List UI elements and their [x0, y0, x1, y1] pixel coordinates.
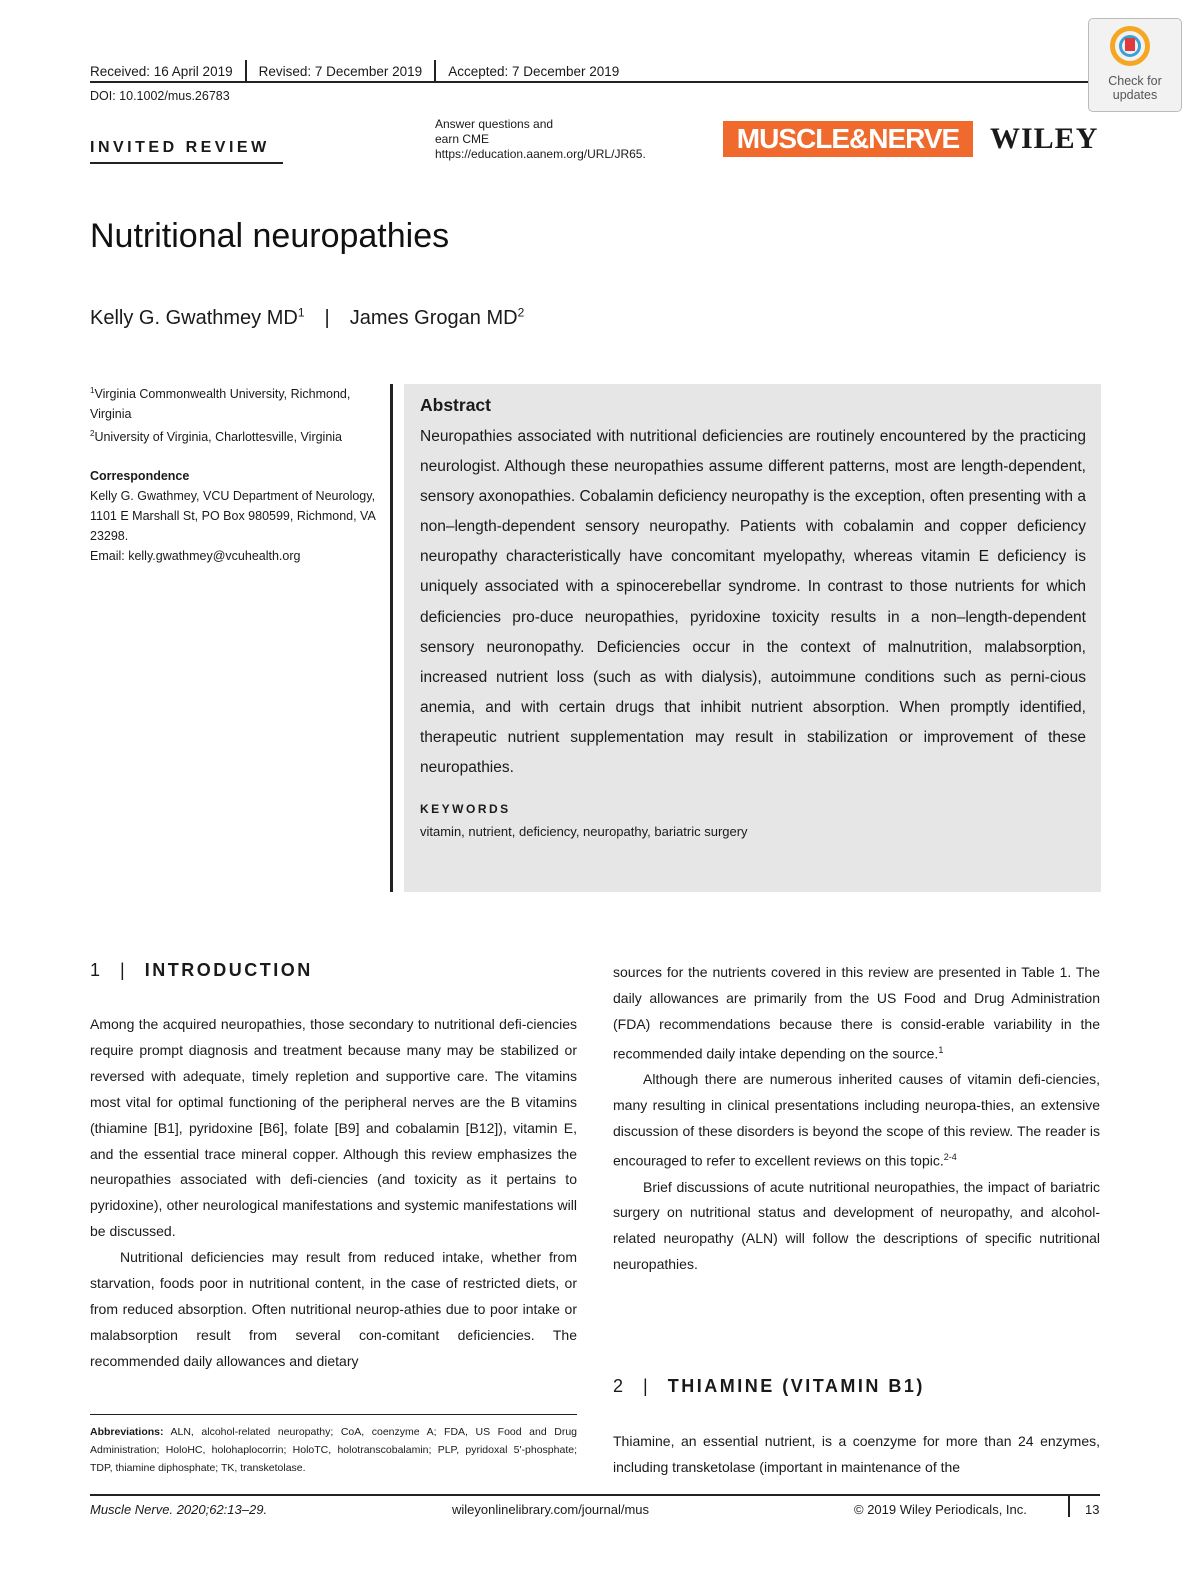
- author-name: Kelly G. Gwathmey $MD^1$: [90, 305, 305, 329]
- paragraph: Brief discussions of acute nutritional neuropathies, the impact of bariatric surgery on nutritional status and development of neuropathy, and alcohol-related neuropathy (ALN) will follow the descriptions of specific nutritional neuropathies.: [613, 1178, 1100, 1273]
- page-number: 13: [1085, 1502, 1100, 1517]
- footer-url[interactable]: wileyonlinelibrary.com/journal/mus: [452, 1502, 649, 1517]
- section-heading-introduction: 1 | INTRODUCTION: [90, 960, 313, 980]
- footer-divider: [1068, 1495, 1070, 1517]
- footer-copyright: © 2019 Wiley Periodicals, Inc.: [854, 1502, 1027, 1517]
- affiliation: $^1$Virginia Commonwealth University, Richmond, Virginia: [90, 386, 351, 422]
- doi[interactable]: DOI: 10.1002/mus.26783: [90, 89, 230, 103]
- correspondence-address: Kelly G. Gwathmey, VCU Department of Neurology, 1101 E Marshall St, PO Box 980599, Richmond, VA 23298.: [90, 489, 376, 543]
- paragraph: Thiamine, an essential nutrient, is a coenzyme for more than 24 enzymes, including transketolase (important in maintenance of the: [613, 1433, 1100, 1475]
- paragraph: Nutritional deficiencies may result from reduced intake, whether from starvation, foods poor in nutritional content, in the case of restricted diets, or from reduced absorption. Often nutritional neurop-athies due to poor intake or malabsorption result from several con-comitant deficiencies. The recommended daily allowances and dietary: [90, 1249, 577, 1369]
- paragraph: sources for the nutrients covered in this review are presented in Table 1. The daily allowances are primarily from the US Food and Drug Administration (FDA) recommendations because there is consid-erable variability in the recommended daily intake depending on the source.$^1$: [613, 964, 1100, 1062]
- keywords-heading: KEYWORDS: [420, 802, 511, 817]
- correspondence-email[interactable]: Email: kelly.gwathmey@vcuhealth.org: [90, 549, 301, 563]
- affiliation: $^2$University of Virginia, Charlottesville, Virginia: [90, 429, 343, 445]
- footnote-rule: [90, 1414, 577, 1415]
- received-date: Received: 16 April 2019: [90, 63, 233, 79]
- author-separator: |: [324, 307, 330, 329]
- check-for-updates-label: Check for updates: [1108, 74, 1162, 102]
- crossmark-icon: [1110, 26, 1150, 66]
- section-label: INVITED REVIEW: [90, 139, 270, 156]
- abbreviations-footnote: [90, 1423, 577, 1477]
- introduction-body-continued: [613, 960, 1100, 1278]
- journal-logo: MUSCLE&NERVE: [723, 121, 973, 157]
- footer-citation: Muscle Nerve. 2020;62:13–29.: [90, 1502, 268, 1517]
- abstract-box: [404, 384, 1101, 892]
- publisher-logo: WILEY: [990, 122, 1099, 155]
- thiamine-body: [613, 1429, 1100, 1481]
- revised-date: Revised: 7 December 2019: [258, 63, 423, 79]
- check-for-updates-badge[interactable]: [1088, 18, 1182, 112]
- footnote-text: ALN, alcohol-related neuropathy; CoA, coenzyme A; FDA, US Food and Drug Administration; HoloHC, holohaplocorrin; HoloTC, holotranscobalamin; PLP, pyridoxal 5'-phosphate; TDP, thiamine diphosphate; TK, transketolase.: [90, 1426, 577, 1474]
- abstract-divider: [390, 384, 393, 892]
- section-heading-thiamine: 2 | THIAMINE (VITAMIN B1): [613, 1376, 925, 1396]
- keywords: vitamin, nutrient, deficiency, neuropathy, bariatric surgery: [420, 824, 748, 840]
- correspondence: [90, 466, 380, 566]
- citation-ref: 2-4: [943, 1152, 957, 1162]
- citation-ref: 1: [938, 1044, 944, 1055]
- abstract-heading: Abstract: [420, 395, 491, 415]
- paragraph: Among the acquired neuropathies, those secondary to nutritional defi-ciencies require prompt diagnosis and treatment because many may be stabilized or reversed with adequate, timely repletion and supportive care. The vitamins most vital for optimal functioning of the peripheral nerves are the B vitamins (thiamine [B1], pyridoxine [B6], folate [B9] and cobalamin [B12]), vitamin E, and the essential trace mineral copper. Although this review emphasizes the neuropathies associated with defi-ciencies (and toxicity as it pertains to pyridoxine), other neurological manifestations and systemic manifestations will be discussed.: [90, 1016, 577, 1240]
- author-list: [90, 303, 524, 333]
- article-title: Nutritional neuropathies: [90, 217, 450, 255]
- footnote-label: Abbreviations:: [90, 1426, 164, 1438]
- paragraph: Although there are numerous inherited causes of vitamin defi-ciencies, many resulting in clinical presentations including neuropa-thies, an extensive discussion of these disorders is beyond the scope of this review. The reader is encouraged to refer to excellent reviews on this topic.$^{2-4}$: [613, 1071, 1100, 1169]
- section-label-underline: [90, 162, 283, 164]
- header-rule: [90, 81, 1100, 83]
- author-name: James Grogan $MD^2$: [349, 305, 525, 329]
- affiliations: [90, 381, 380, 447]
- date-divider: [245, 60, 247, 82]
- cme-note[interactable]: Answer questions and earn CME https://education.aanem.org/URL/JR65.: [435, 117, 646, 161]
- article-dates: [90, 60, 619, 82]
- accepted-date: Accepted: 7 December 2019: [448, 63, 620, 79]
- abstract-text: Neuropathies associated with nutritional deficiencies are routinely encountered by the practicing neurologist. Although these neuropathies assume different patterns, most are length-dependent, sensory axonopathies. Cobalamin deficiency neuropathy is the exception, often presenting with a non–length-dependent sensory neuropathy. Patients with cobalamin and copper deficiency neuropathy characteristically have concomitant myelopathy, whereas vitamin E deficiency is uniquely associated with a spinocerebellar syndrome. In contrast to those nutrients for which deficiencies pro-duce neuropathies, pyridoxine toxicity results in a non–length-dependent sensory neuronopathy. Deficiencies occur in the context of malnutrition, malabsorption, increased nutrient loss (such as with dialysis), autoimmune conditions such as perni-cious anemia, and with certain drugs that inhibit nutrient absorption. When promptly identified, therapeutic nutrient supplementation may result in stabilization or improvement of these neuropathies.: [420, 428, 1086, 777]
- introduction-body: [90, 1012, 577, 1375]
- date-divider: [434, 60, 436, 82]
- correspondence-heading: Correspondence: [90, 469, 190, 483]
- footer-rule: [90, 1494, 1100, 1496]
